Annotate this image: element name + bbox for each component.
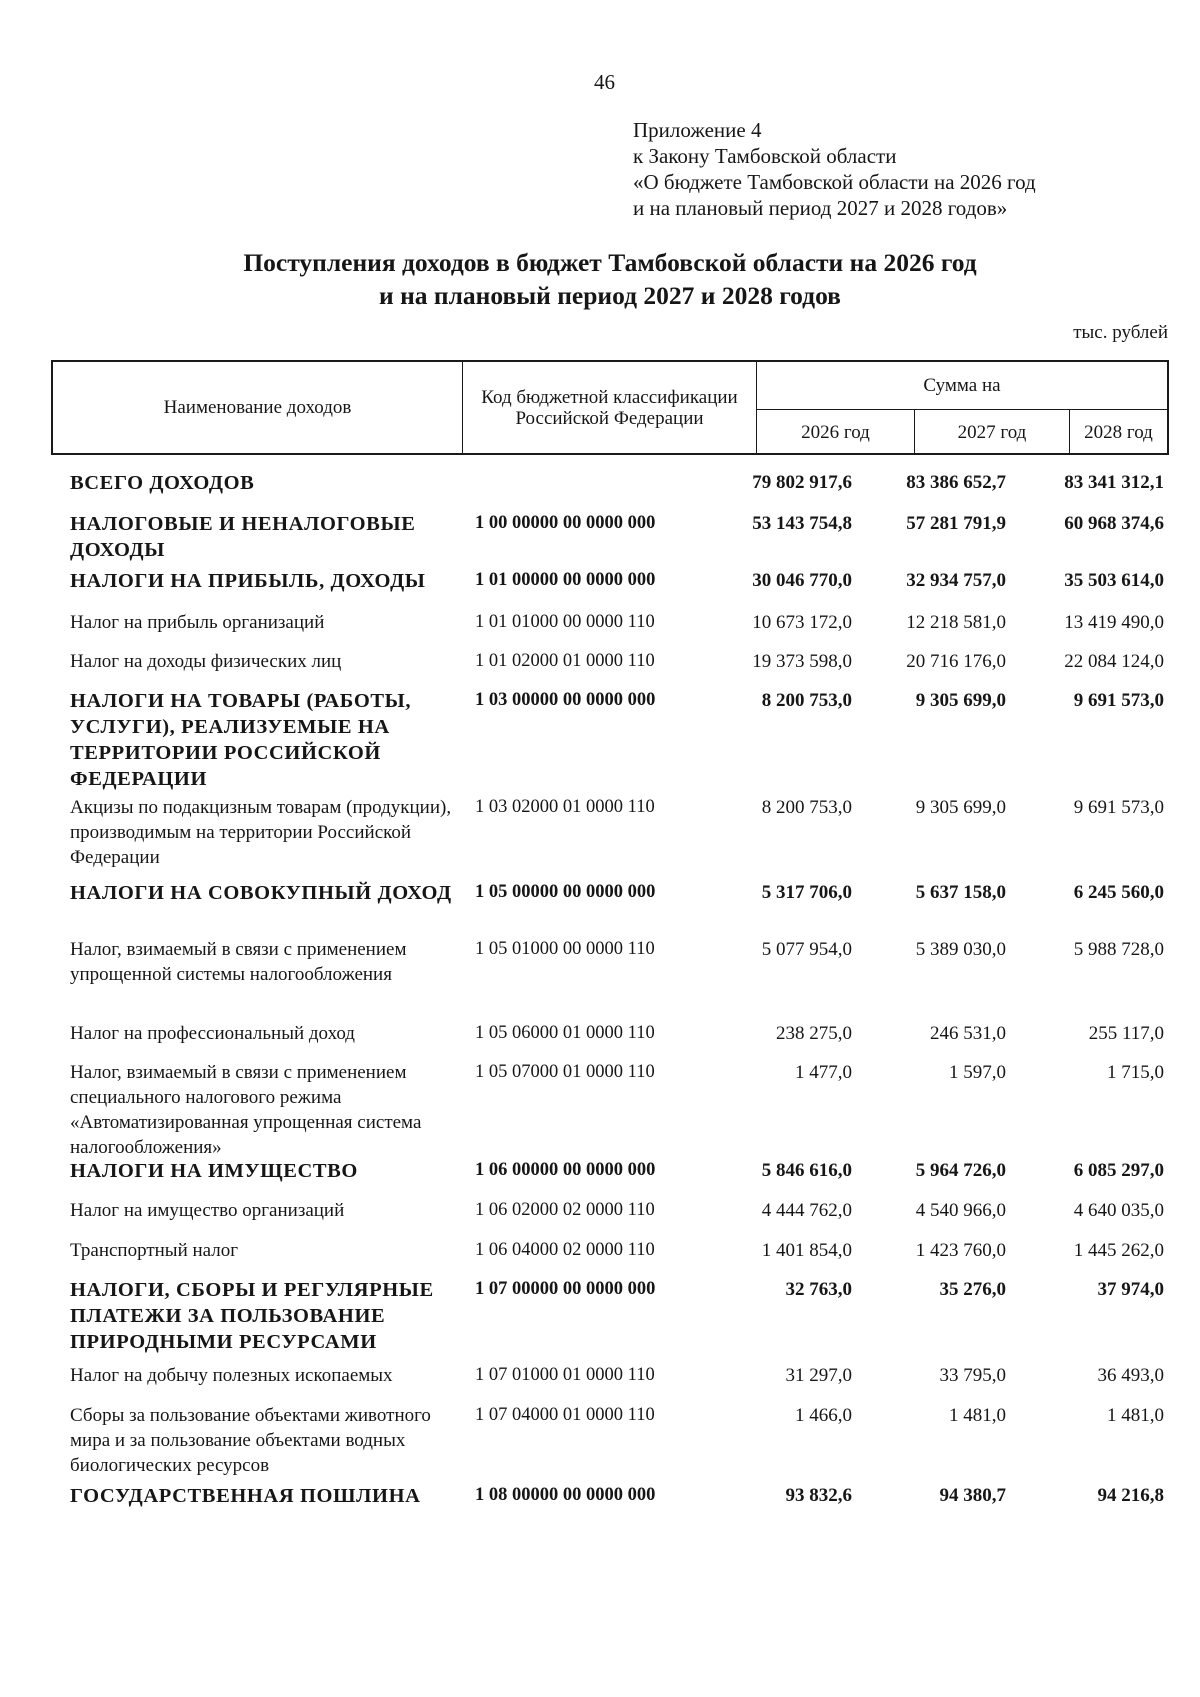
header-year-2028: 2028 год [1084,422,1153,443]
row-value-2027: 5 964 726,0 [915,1160,1006,1181]
header-year-2026: 2026 год [757,410,915,455]
row-value-2028: 37 974,0 [1097,1279,1164,1300]
row-value-2026: 79 802 917,6 [752,472,852,493]
header-name: Наименование доходов [53,362,463,453]
row-code: 1 03 00000 00 0000 000 [475,690,656,710]
row-value-2026: 19 373 598,0 [752,651,852,672]
row-value-2027: 33 795,0 [939,1365,1006,1386]
row-name: НАЛОГИ, СБОРЫ И РЕГУЛЯРНЫЕ ПЛАТЕЖИ ЗА ПОЛЬЗОВАНИЕ ПРИРОДНЫМИ РЕСУРСАМИ [70,1279,434,1353]
row-value-2027: 4 540 966,0 [915,1200,1006,1221]
row-value-2026: 5 077 954,0 [761,939,852,960]
row-name: Налог, взимаемый в связи с применением специального налогового режима «Автоматизированная упрощенная система налогообложения» [70,1062,422,1158]
row-value-2028: 83 341 312,1 [1064,472,1164,493]
row-value-2026: 8 200 753,0 [761,797,852,818]
row-name: Налог на имущество организаций [70,1200,345,1221]
title-line: Поступления доходов в бюджет Тамбовской области на 2026 год [243,248,977,277]
row-value-2027: 94 380,7 [939,1485,1006,1506]
row-value-2026: 4 444 762,0 [761,1200,852,1221]
row-value-2027: 83 386 652,7 [906,472,1006,493]
row-name: Налог на доходы физических лиц [70,651,342,672]
row-code: 1 05 07000 01 0000 110 [475,1062,655,1082]
row-value-2028: 9 691 573,0 [1073,797,1164,818]
row-code: 1 01 02000 01 0000 110 [475,651,655,671]
header-code: Код бюджетной классификации Российской Федерации [463,362,757,453]
row-value-2027: 35 276,0 [939,1279,1006,1300]
row-value-2027: 9 305 699,0 [915,690,1006,711]
row-value-2028: 5 988 728,0 [1073,939,1164,960]
row-value-2027: 5 389 030,0 [915,939,1006,960]
row-code: 1 06 02000 02 0000 110 [475,1200,655,1220]
row-value-2026: 32 763,0 [785,1279,852,1300]
row-value-2026: 53 143 754,8 [752,513,852,534]
row-value-2028: 1 715,0 [1107,1062,1164,1083]
row-value-2028: 36 493,0 [1097,1365,1164,1386]
unit-label: тыс. рублей [1073,322,1168,343]
row-value-2026: 238 275,0 [776,1023,852,1044]
row-value-2028: 6 085 297,0 [1073,1160,1164,1181]
row-value-2026: 30 046 770,0 [752,570,852,591]
row-code: 1 00 00000 00 0000 000 [475,513,656,533]
title-line: и на плановый период 2027 и 2028 годов [379,281,841,310]
page-number: 46 [594,70,615,94]
row-value-2026: 8 200 753,0 [761,690,852,711]
row-value-2028: 9 691 573,0 [1073,690,1164,711]
row-value-2028: 6 245 560,0 [1073,882,1164,903]
row-value-2027: 32 934 757,0 [906,570,1006,591]
row-value-2026: 1 401 854,0 [761,1240,852,1261]
row-name: НАЛОГИ НА ИМУЩЕСТВО [70,1160,358,1182]
header-year-2027: 2027 год [915,410,1070,455]
row-name: Налог на прибыль организаций [70,612,325,633]
row-code: 1 07 00000 00 0000 000 [475,1279,656,1299]
row-value-2027: 1 597,0 [949,1062,1006,1083]
row-name: Акцизы по подакцизным товарам (продукции), производимым на территории Российской Федерации [70,797,452,868]
row-code: 1 03 02000 01 0000 110 [475,797,655,817]
row-value-2027: 20 716 176,0 [906,651,1006,672]
row-value-2026: 93 832,6 [785,1485,852,1506]
row-value-2028: 60 968 374,6 [1064,513,1164,534]
row-value-2028: 13 419 490,0 [1064,612,1164,633]
row-value-2026: 5 317 706,0 [761,882,852,903]
appendix-line: «О бюджете Тамбовской области на 2026 год [633,170,1036,194]
row-name: НАЛОГИ НА ТОВАРЫ (РАБОТЫ, УСЛУГИ), РЕАЛИЗУЕМЫЕ НА ТЕРРИТОРИИ РОССИЙСКОЙ ФЕДЕРАЦИИ [70,690,412,790]
row-value-2028: 1 445 262,0 [1073,1240,1164,1261]
row-value-2027: 57 281 791,9 [906,513,1006,534]
row-value-2026: 5 846 616,0 [761,1160,852,1181]
row-value-2026: 31 297,0 [785,1365,852,1386]
row-value-2028: 255 117,0 [1088,1023,1164,1044]
row-value-2028: 22 084 124,0 [1064,651,1164,672]
row-code: 1 08 00000 00 0000 000 [475,1485,656,1505]
header-sum: Сумма на [757,362,1167,410]
row-code: 1 05 01000 00 0000 110 [475,939,655,959]
row-code: 1 05 00000 00 0000 000 [475,882,656,902]
row-value-2028: 1 481,0 [1107,1405,1164,1426]
row-code: 1 01 00000 00 0000 000 [475,570,656,590]
row-code: 1 07 04000 01 0000 110 [475,1405,655,1425]
appendix-line: к Закону Тамбовской области [633,144,897,168]
appendix-line: и на плановый период 2027 и 2028 годов» [633,196,1008,220]
row-value-2026: 1 477,0 [795,1062,852,1083]
row-value-2028: 94 216,8 [1097,1485,1164,1506]
row-code: 1 07 01000 01 0000 110 [475,1365,655,1385]
row-value-2028: 35 503 614,0 [1064,570,1164,591]
row-value-2026: 10 673 172,0 [752,612,852,633]
row-name: ГОСУДАРСТВЕННАЯ ПОШЛИНА [70,1485,421,1507]
appendix-line: Приложение 4 [633,118,762,142]
row-name: Сборы за пользование объектами животного мира и за пользование объектами водных биологических ресурсов [70,1405,431,1476]
row-value-2027: 12 218 581,0 [906,612,1006,633]
row-name: Транспортный налог [70,1240,239,1261]
row-code: 1 06 04000 02 0000 110 [475,1240,655,1260]
row-name: Налог на профессиональный доход [70,1023,355,1044]
row-code: 1 05 06000 01 0000 110 [475,1023,655,1043]
row-name: НАЛОГОВЫЕ И НЕНАЛОГОВЫЕ ДОХОДЫ [70,513,416,561]
row-code: 1 06 00000 00 0000 000 [475,1160,656,1180]
row-value-2027: 5 637 158,0 [915,882,1006,903]
row-value-2027: 246 531,0 [930,1023,1006,1044]
row-name: Налог на добычу полезных ископаемых [70,1365,393,1386]
row-value-2027: 1 423 760,0 [915,1240,1006,1261]
row-value-2027: 9 305 699,0 [915,797,1006,818]
row-code: 1 01 01000 00 0000 110 [475,612,655,632]
row-name: НАЛОГИ НА ПРИБЫЛЬ, ДОХОДЫ [70,570,426,592]
row-value-2028: 4 640 035,0 [1073,1200,1164,1221]
row-value-2026: 1 466,0 [795,1405,852,1426]
row-name: ВСЕГО ДОХОДОВ [70,472,255,494]
row-value-2027: 1 481,0 [949,1405,1006,1426]
row-name: Налог, взимаемый в связи с применением упрощенной системы налогообложения [70,939,407,985]
row-name: НАЛОГИ НА СОВОКУПНЫЙ ДОХОД [70,882,452,904]
